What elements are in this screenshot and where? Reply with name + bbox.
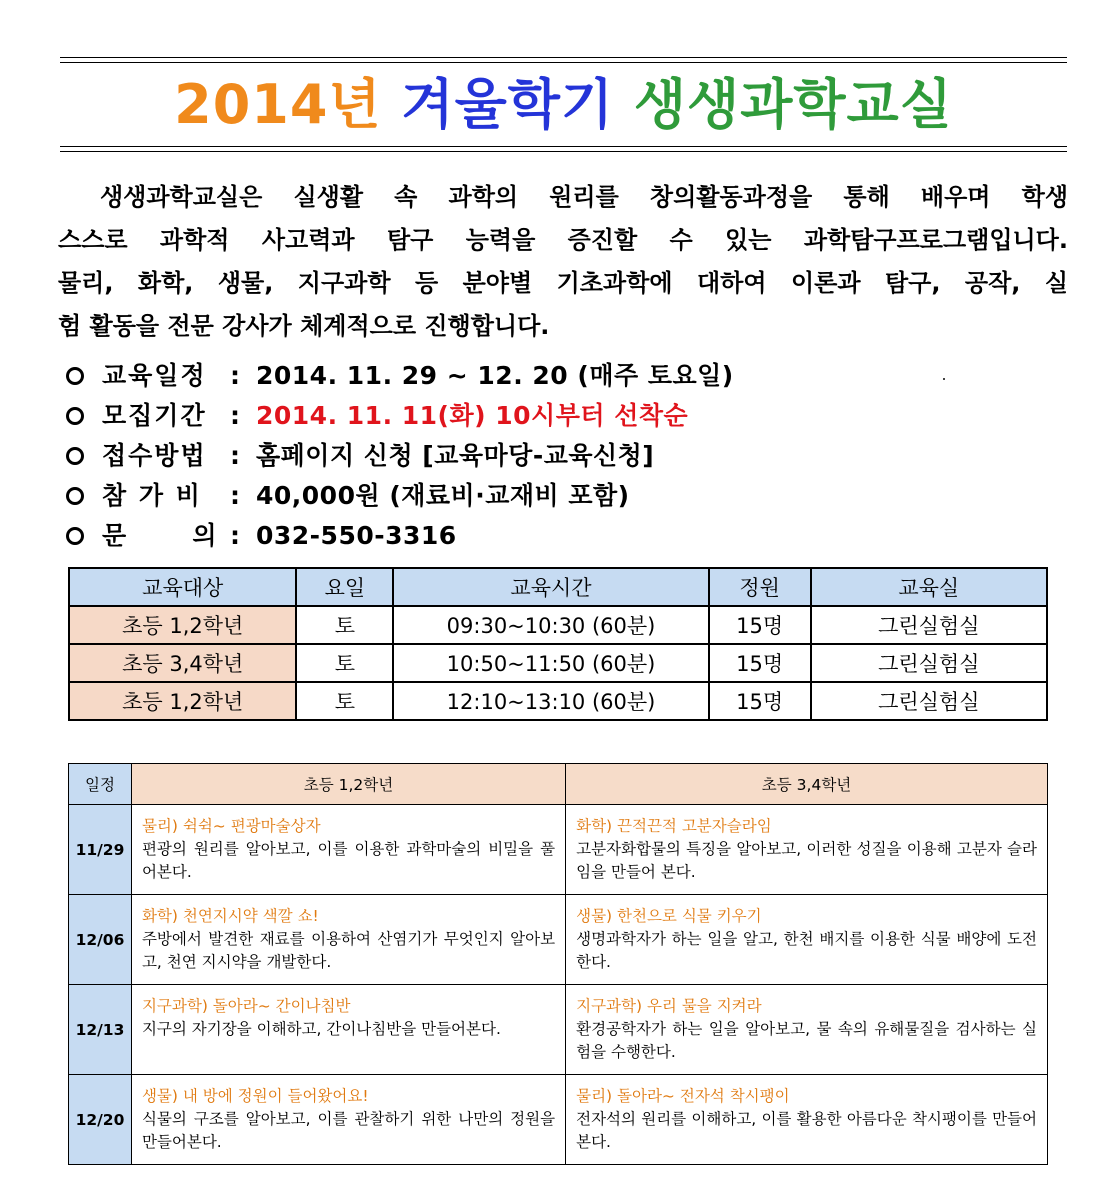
cell-program-12 (131, 985, 565, 1075)
table-row (69, 682, 1047, 720)
program-desc: 환경공학자가 하는 일을 알아보고, 물 속의 유해물질을 검사하는 실험을 수행한다. (576, 1020, 1037, 1061)
info-fee (66, 476, 1066, 516)
cell-day: 토 (296, 682, 393, 720)
program-title: 생물) 내 방에 정원이 들어왔어요! (141, 1087, 369, 1105)
cell-program-34 (566, 805, 1048, 895)
info-schedule (66, 356, 1066, 396)
program-desc: 지구의 자기장을 이해하고, 간이나침반을 만들어본다. (141, 1020, 501, 1038)
cell-date: 12/13 (69, 985, 132, 1075)
top-rule-1 (60, 57, 1067, 58)
header-date: 일정 (69, 764, 132, 805)
header-grade-34: 초등 3,4학년 (566, 764, 1048, 805)
circle-bullet-icon (66, 487, 84, 505)
program-title: 물리) 쉭쉭~ 편광마술상자 (141, 817, 321, 835)
info-label: 참 가 비 (102, 481, 202, 510)
info-colon: : (230, 401, 240, 430)
info-value: 40,000원 (재료비·교재비 포함) (256, 481, 630, 510)
intro-paragraph (58, 176, 1068, 348)
program-desc: 전자석의 원리를 이해하고, 이를 활용한 아름다운 착시팽이를 만들어본다. (576, 1110, 1037, 1151)
header-day: 요일 (296, 568, 393, 606)
cell-time: 09:30~10:30 (60분) (393, 606, 709, 644)
page-title (60, 70, 1067, 140)
info-recruit-period (66, 396, 1066, 436)
title-season: 겨울학기 (401, 73, 615, 136)
program-desc: 생명과학자가 하는 일을 알고, 한천 배지를 이용한 식물 배양에 도전한다. (576, 930, 1037, 971)
program-title: 화학) 끈적끈적 고분자슬라임 (576, 817, 772, 835)
intro-line: 물리, 화학, 생물, 지구과학 등 분야별 기초과학에 대하여 이론과 탐구, 공작, 실 (58, 269, 1068, 297)
cell-day: 토 (296, 644, 393, 682)
table-row (69, 895, 1048, 985)
cell-date: 12/06 (69, 895, 132, 985)
info-label: 접수방법 (102, 441, 207, 470)
program-desc: 고분자화합물의 특징을 알아보고, 이러한 성질을 이용해 고분자 슬라임을 만들어 본다. (576, 840, 1037, 881)
info-list (66, 356, 1066, 556)
program-desc: 식물의 구조를 알아보고, 이를 관찰하기 위한 나만의 정원을 만들어본다. (141, 1110, 556, 1151)
info-colon: : (230, 481, 240, 510)
header-capacity: 정원 (709, 568, 811, 606)
info-value: 홈페이지 신청 [교육마당-교육신청] (256, 441, 655, 470)
cell-room: 그린실험실 (811, 644, 1047, 682)
table-header-row (69, 568, 1047, 606)
cell-capacity: 15명 (709, 682, 811, 720)
program-title: 물리) 돌아라~ 전자석 착시팽이 (576, 1087, 790, 1105)
top-rule-2 (60, 62, 1067, 63)
cell-program-34 (566, 985, 1048, 1075)
cell-program-12 (131, 805, 565, 895)
info-value: 2014. 11. 29 ~ 12. 20 (매주 토요일) (256, 361, 734, 390)
circle-bullet-icon (66, 407, 84, 425)
table-row (69, 606, 1047, 644)
header-grade-12: 초등 1,2학년 (131, 764, 565, 805)
table-row (69, 985, 1048, 1075)
table-row (69, 1075, 1048, 1165)
cell-program-34 (566, 1075, 1048, 1165)
intro-line: 생생과학교실은 실생활 속 과학의 원리를 창의활동과정을 통해 배우며 학생 (100, 183, 1068, 211)
info-value: 2014. 11. 11(화) 10시부터 선착순 (256, 401, 689, 430)
title-year: 2014년 (174, 73, 382, 136)
cell-target: 초등 1,2학년 (69, 682, 296, 720)
header-room: 교육실 (811, 568, 1047, 606)
cell-program-12 (131, 895, 565, 985)
info-colon: : (230, 441, 240, 470)
info-contact (66, 516, 1066, 556)
info-apply-method (66, 436, 1066, 476)
cell-capacity: 15명 (709, 606, 811, 644)
cell-time: 10:50~11:50 (60분) (393, 644, 709, 682)
cell-target: 초등 1,2학년 (69, 606, 296, 644)
circle-bullet-icon (66, 527, 84, 545)
cell-program-34 (566, 895, 1048, 985)
cell-time: 12:10~13:10 (60분) (393, 682, 709, 720)
program-title: 화학) 천연지시약 색깔 쇼! (141, 907, 319, 925)
cell-room: 그린실험실 (811, 606, 1047, 644)
info-label: 교육일정 (102, 361, 207, 390)
table-row (69, 805, 1048, 895)
program-table (68, 763, 1048, 1165)
cell-capacity: 15명 (709, 644, 811, 682)
schedule-table (68, 567, 1048, 721)
program-title: 지구과학) 우리 물을 지켜라 (576, 997, 762, 1015)
table-header-row (69, 764, 1048, 805)
title-program: 생생과학교실 (633, 73, 953, 136)
info-colon: : (230, 521, 240, 550)
program-desc: 편광의 원리를 알아보고, 이를 이용한 과학마술의 비밀을 풀어본다. (141, 840, 556, 881)
cell-target: 초등 3,4학년 (69, 644, 296, 682)
program-desc: 주방에서 발견한 재료를 이용하여 산염기가 무엇인지 알아보고, 천연 지시약을 개발한다. (141, 930, 556, 971)
cell-date: 12/20 (69, 1075, 132, 1165)
header-time: 교육시간 (393, 568, 709, 606)
intro-line: 험 활동을 전문 강사가 체계적으로 진행합니다. (58, 312, 550, 340)
program-title: 지구과학) 돌아라~ 간이나침반 (141, 997, 351, 1015)
intro-line: 스스로 과학적 사고력과 탐구 능력을 증진할 수 있는 과학탐구프로그램입니다. (58, 226, 1068, 254)
info-label: 모집기간 (102, 401, 207, 430)
cell-program-12 (131, 1075, 565, 1165)
circle-bullet-icon (66, 367, 84, 385)
header-target: 교육대상 (69, 568, 296, 606)
table-row (69, 644, 1047, 682)
cell-date: 11/29 (69, 805, 132, 895)
title-rule-2 (60, 151, 1067, 152)
info-label: 문 의 (102, 521, 219, 550)
circle-bullet-icon (66, 447, 84, 465)
title-rule-1 (60, 146, 1067, 147)
cell-day: 토 (296, 606, 393, 644)
info-colon: : (230, 361, 240, 390)
program-title: 생물) 한천으로 식물 키우기 (576, 907, 762, 925)
cell-room: 그린실험실 (811, 682, 1047, 720)
info-value: 032-550-3316 (256, 521, 457, 550)
